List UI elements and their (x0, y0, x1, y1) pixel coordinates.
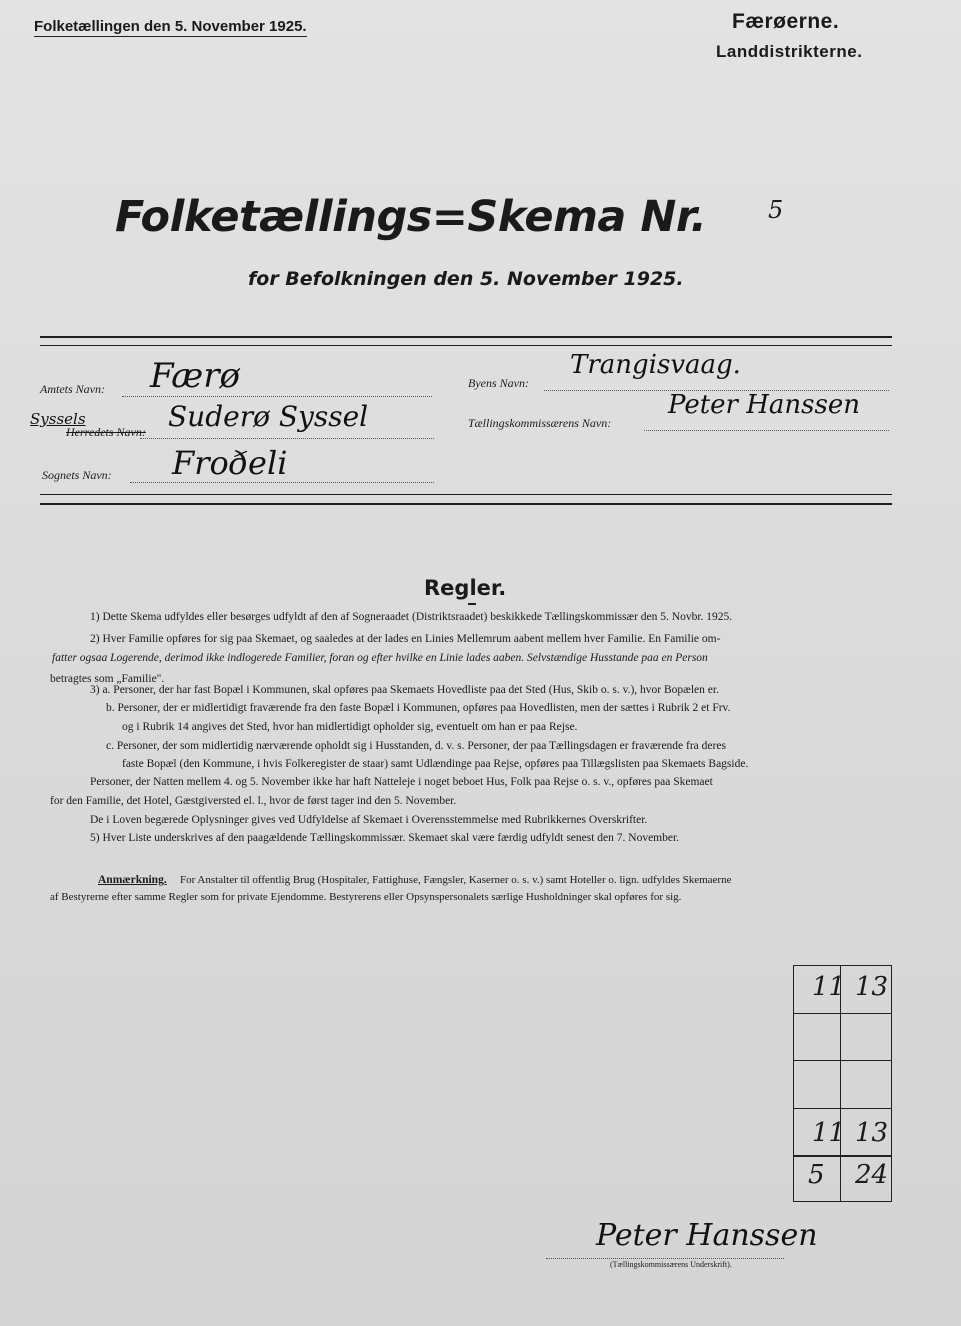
rule-line-13: 5) Hver Liste underskrives af den paagældende Tællingskommissær. Skemaet skal være færdig udfyldt senest den 7. November. (90, 832, 680, 844)
tally-total-right: 13 (855, 1118, 889, 1148)
byen-label: Byens Navn: (468, 376, 529, 390)
tally-outside-right: 24 (855, 1160, 889, 1190)
tally-divider-1 (793, 1013, 892, 1014)
note-line-2: af Bestyrerne efter samme Regler som for private Ejendomme. Bestyrerens eller Opsynspersonalets særlige Husholdninger skal opføres for sig. (50, 891, 682, 903)
rule-line-9: faste Bopæl (den Kommune, i hvis Folkeregister de staar) samt Udlændinge paa Rejse, opføres paa Tillægslisten paa Skemaets Bagside. (122, 758, 749, 770)
tally-divider-4 (793, 1155, 892, 1157)
rule-line-4: betragtes som „Familie". (50, 673, 165, 685)
rule-line-1: 1) Dette Skema udfyldes eller besørges udfyldt af den af Sogneraadet (Distriktsraadet) beskikkede Tællingskommissær den 5. Novbr. 1925. (90, 611, 733, 623)
tally-row1-left: 11 (812, 972, 846, 1002)
herred-inserted-label: Syssels (30, 410, 86, 428)
rules-heading: Regler. (424, 576, 507, 600)
tally-divider-2 (793, 1060, 892, 1061)
rules-heading-mark (468, 603, 476, 605)
amt-label: Amtets Navn: (40, 382, 105, 396)
tally-total-left: 11 (812, 1118, 846, 1148)
rule-line-7: og i Rubrik 14 angives det Sted, hvor han midlertidigt opholder sig, eventuelt om han er paa Rejse. (122, 721, 578, 733)
herred-label: Herredets Navn: (66, 425, 146, 439)
form-title: Folketællings=Skema Nr. (115, 192, 707, 242)
tally-outside-left: 5 (808, 1160, 825, 1190)
herred-value: Suderø Syssel (168, 400, 369, 433)
census-date-header: Folketællingen den 5. November 1925. (34, 18, 307, 35)
signature-line (546, 1258, 784, 1259)
rule-line-3: fatter ogsaa Logerende, derimod ikke indlogerede Familier, foran og efter hvilke en Linie lades aaben. Selvstændige Husstande paa en Person (52, 652, 708, 664)
sogn-label: Sognets Navn: (42, 468, 112, 482)
top-divider-thin (40, 345, 892, 346)
sogn-line (130, 482, 434, 483)
kommissaer-line (644, 430, 889, 431)
byen-value: Trangisvaag. (570, 350, 741, 380)
form-subtitle: for Befolkningen den 5. November 1925. (248, 268, 684, 290)
tally-row1-right: 13 (855, 972, 889, 1002)
signature-caption: (Tællingskommissærens Underskrift). (610, 1260, 732, 1269)
bottom-divider-thin (40, 494, 892, 495)
sogn-value: Froðeli (172, 444, 288, 482)
rule-line-2: 2) Hver Familie opføres for sig paa Skemaet, og saaledes at der lades en Linies Mellemrum aabent mellem hver Familie. En Familie om- (90, 633, 721, 645)
bottom-divider (40, 503, 892, 505)
region-title: Færøerne. (732, 10, 840, 33)
tally-divider-3 (793, 1108, 892, 1109)
rule-line-6: b. Personer, der er midlertidigt fraværende fra den faste Bopæl i Kommunen, opføres paa Hovedlisten, men der sættes i Rubrik 2 et Frv. (106, 702, 731, 714)
herred-line (140, 438, 434, 439)
rule-line-8: c. Personer, der som midlertidig nærværende opholdt sig i Husstanden, d. v. s. Personer, der paa Tællingsdagen er fraværende fra deres (106, 740, 726, 752)
form-number: 5 (768, 196, 784, 224)
top-divider (40, 336, 892, 338)
rule-line-5: 3) a. Personer, der har fast Bopæl i Kommunen, skal opføres paa Skemaets Hovedliste paa det Sted (Hus, Skib o. s. v.), hvor Bopælen er. (90, 684, 719, 696)
note-line-1: For Anstalter til offentlig Brug (Hospitaler, Fattighuse, Fængsler, Kaserner o. s. v.) samt Hoteller o. lign. udfyldes Skemaerne (180, 874, 732, 886)
rule-line-10: Personer, der Natten mellem 4. og 5. November ikke har haft Natteleje i noget beboet Hus, Folk paa Rejse o. s. v., opføres paa Skemaet (90, 776, 713, 788)
signature-handwritten: Peter Hanssen (596, 1218, 818, 1253)
kommissaer-value: Peter Hanssen (668, 390, 860, 420)
rule-line-11: for den Familie, det Hotel, Gæstgiversted el. l., hvor de først tager ind den 5. November. (50, 795, 457, 807)
note-label: Anmærkning. (98, 874, 167, 886)
rule-line-12: De i Loven begærede Oplysninger gives ved Udfyldelse af Skemaet i Overensstemmelse med Rubrikkernes Overskrifter. (90, 814, 648, 826)
kommissaer-label: Tællingskommissærens Navn: (468, 416, 612, 430)
district-subtitle: Landdistrikterne. (716, 42, 863, 61)
amt-value: Færø (150, 356, 240, 396)
amt-line (122, 396, 432, 397)
